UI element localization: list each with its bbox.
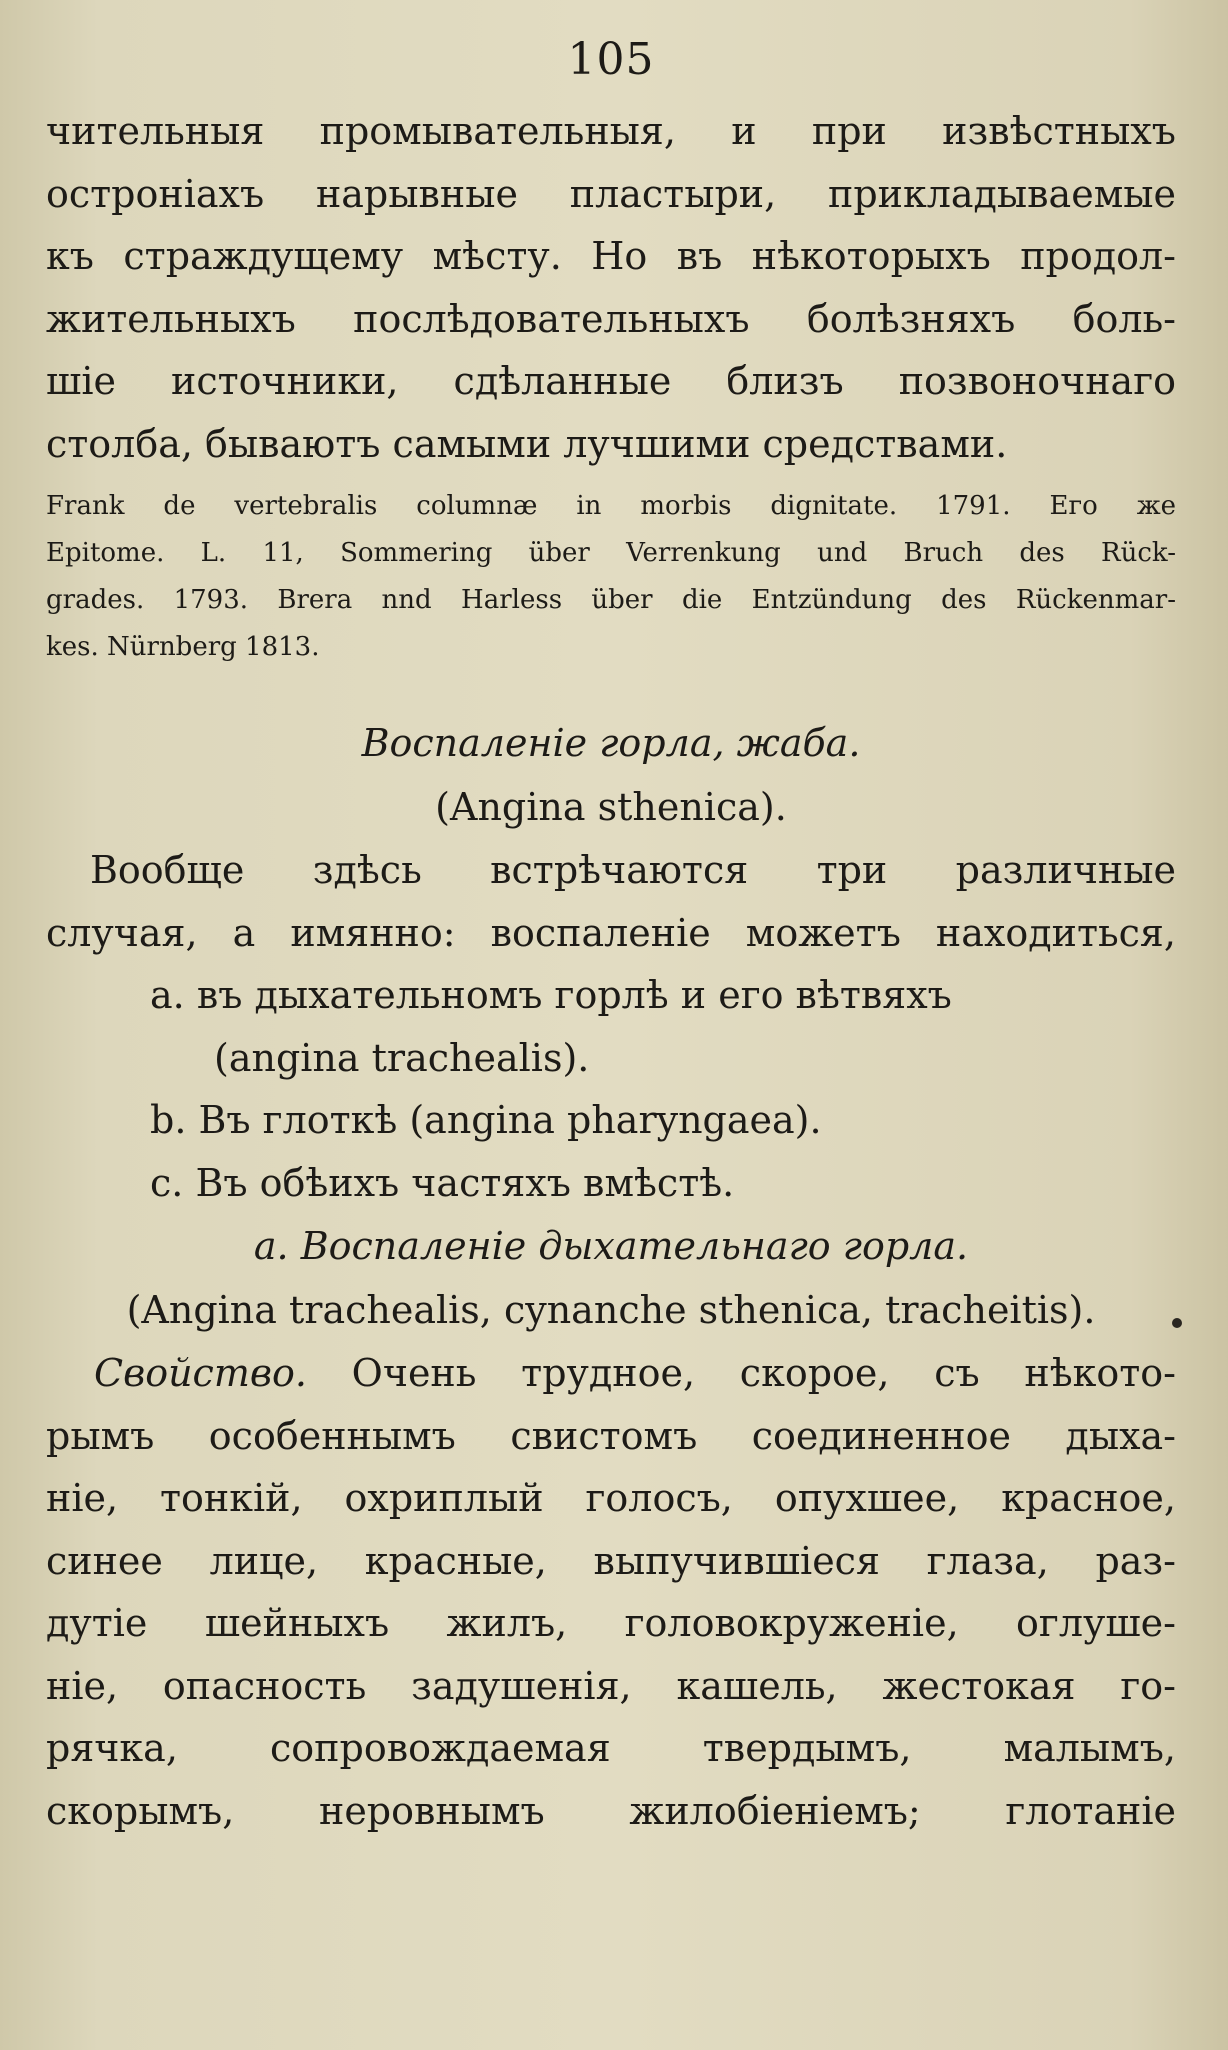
text-line xyxy=(46,1342,1176,1405)
text-line: шiе источники, сдѣланные близъ позвоночнаго xyxy=(46,359,1176,403)
subsection-title: a. Воспаленiе дыхательнаго горла. xyxy=(253,1224,969,1268)
text-line: Вообще здѣсь встрѣчаются три различные xyxy=(90,848,1176,892)
text-line: жительныхъ послѣдовательныхъ болѣзняхъ боль- xyxy=(46,296,1176,341)
text-line: рячка, сопровождаемая твердымъ, малымъ, xyxy=(46,1726,1176,1770)
list-item-continuation: (angina trachealis). xyxy=(214,1035,590,1080)
text-line: чительныя промывательныя, и при извѣстныхъ xyxy=(46,109,1176,153)
case-list xyxy=(46,964,1176,1214)
text-line: синее лице, красные, выпучившiеся глаза, раз- xyxy=(46,1538,1176,1583)
section-title: Воспаленiе горла, жаба. xyxy=(361,721,861,765)
text-line: остронiахъ нарывные пластыри, прикладываемые xyxy=(46,171,1176,216)
text-line: случая, а имянно: воспаленiе можетъ находиться, xyxy=(46,910,1176,955)
footnote-block xyxy=(46,483,1176,671)
text-line: столба, бываютъ самыми лучшими средствами. xyxy=(46,421,1008,466)
property-label: Свойство. xyxy=(94,1351,307,1395)
list-item: a. въ дыхательномъ горлѣ и его вѣтвяхъ xyxy=(150,973,952,1017)
intro-paragraph xyxy=(46,839,1176,964)
text-line: рымъ особеннымъ свистомъ соединенное дыха- xyxy=(46,1413,1176,1458)
footnote-line: Frank de vertebralis columnæ in morbis dignitate. 1791. Его же xyxy=(46,491,1176,521)
page-number: 105 xyxy=(567,34,655,85)
paragraph-top xyxy=(46,100,1176,475)
footnote-line: grades. 1793. Brera nnd Harless über die Entzündung des Rückenmar- xyxy=(46,585,1176,615)
text-line: нiе, опасность задушенiя, кашель, жестокая го- xyxy=(46,1663,1176,1708)
text-line: скорымъ, неровнымъ жилобiенiемъ; глотанiе xyxy=(46,1788,1176,1833)
property-paragraph xyxy=(46,1342,1176,1842)
footnote-line: Epitome. L. 11, Sommering über Verrenkung und Bruch des Rück- xyxy=(46,538,1176,568)
text-line: нiе, тонкiй, охриплый голосъ, опухшее, красное, xyxy=(46,1476,1176,1520)
property-first-line: Очень трудное, скорое, съ нѣкото- xyxy=(306,1351,1176,1395)
text-line: дутiе шейныхъ жилъ, головокруженiе, оглуше- xyxy=(46,1601,1176,1645)
ink-dot-mark xyxy=(1172,1318,1182,1328)
subsection-latin-title: (Angina trachealis, cynanche sthenica, tracheitis). xyxy=(126,1288,1096,1332)
footnote-line: kes. Nürnberg 1813. xyxy=(46,632,320,662)
section-latin-title: (Angina sthenica). xyxy=(435,785,787,829)
text-line: къ страждущему мѣсту. Но въ нѣкоторыхъ продол- xyxy=(46,234,1176,278)
list-item: c. Въ обѣихъ частяхъ вмѣстѣ. xyxy=(150,1160,735,1205)
list-item: b. Въ глоткѣ (angina pharyngaea). xyxy=(150,1098,822,1142)
